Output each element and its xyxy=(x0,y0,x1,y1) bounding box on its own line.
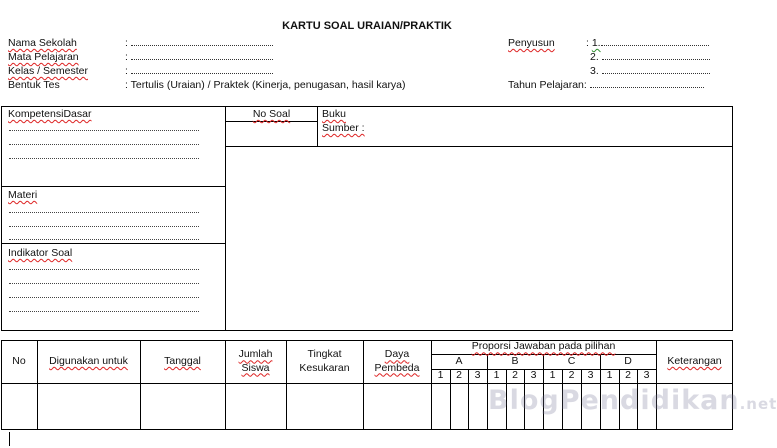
label-kelas-semester: Kelas / Semester xyxy=(8,65,88,77)
field-penyusun-2[interactable]: 2. xyxy=(590,51,710,63)
th-sub-1: 1 xyxy=(493,369,500,382)
th-sub-2: 2 xyxy=(512,369,518,382)
card-divider-vertical xyxy=(225,106,226,331)
label-kompetensi-dasar: KompetensiDasar xyxy=(8,108,92,120)
th-sub-2: 2 xyxy=(456,369,462,382)
th-tanggal: Tanggal xyxy=(164,354,201,367)
soal-area-divider xyxy=(225,146,733,147)
text-cursor xyxy=(9,432,10,446)
th-tingkat-kesukaran: Tingkat Kesukaran xyxy=(299,348,350,374)
materi-line-1[interactable] xyxy=(9,212,199,213)
th-keterangan: Keterangan xyxy=(667,354,722,367)
th-proporsi: Proporsi Jawaban pada pilihan xyxy=(471,340,616,353)
field-bentuk-tes: : Tertulis (Uraian) / Praktek (Kinerja, penugasan, hasil karya) xyxy=(125,79,406,91)
indikator-line-3[interactable] xyxy=(9,297,199,298)
kd-line-2[interactable] xyxy=(9,144,199,145)
buku-divider xyxy=(317,106,318,146)
card-divider-materi xyxy=(1,186,226,187)
th-sub-3: 3 xyxy=(587,369,594,382)
label-indikator-soal: Indikator Soal xyxy=(8,247,73,259)
table-header-divider xyxy=(1,383,733,384)
field-penyusun-3[interactable]: 3. xyxy=(590,65,710,77)
field-kelas-semester[interactable]: : xyxy=(125,65,273,77)
th-daya-pembeda: Daya Pembeda xyxy=(374,348,420,374)
th-option-a: A xyxy=(455,354,463,367)
label-mata-pelajaran: Mata Pelajaran xyxy=(8,51,79,63)
label-penyusun: Penyusun xyxy=(508,37,555,49)
th-sub-3: 3 xyxy=(474,369,481,382)
indikator-line-2[interactable] xyxy=(9,283,199,284)
kd-line-1[interactable] xyxy=(9,130,199,131)
th-sub-1: 1 xyxy=(606,369,613,382)
materi-line-2[interactable] xyxy=(9,226,199,227)
th-sub-2: 2 xyxy=(625,369,631,382)
label-nama-sekolah: Nama Sekolah xyxy=(8,37,77,49)
materi-line-3[interactable] xyxy=(9,239,199,240)
th-sub-1: 1 xyxy=(437,369,444,382)
page-title: KARTU SOAL URAIAN/PRAKTIK xyxy=(282,20,452,32)
th-sub-1: 1 xyxy=(549,369,556,382)
th-jumlah-siswa: Jumlah Siswa xyxy=(238,348,273,374)
label-buku: Buku xyxy=(322,108,346,120)
label-sumber: Sumber : xyxy=(322,122,365,134)
label-materi: Materi xyxy=(8,189,38,201)
no-soal-divider xyxy=(225,121,317,122)
kd-line-3[interactable] xyxy=(9,158,199,159)
indikator-line-1[interactable] xyxy=(9,269,199,270)
th-option-d: D xyxy=(624,354,632,367)
th-no: No xyxy=(12,354,26,367)
watermark: BlogPendidikan.net xyxy=(488,385,777,416)
field-penyusun-1[interactable]: : 1. xyxy=(586,37,709,49)
field-tahun-pelajaran[interactable]: Tahun Pelajaran: xyxy=(508,79,704,91)
th-sub-3: 3 xyxy=(643,369,650,382)
th-option-b: B xyxy=(511,354,519,367)
field-nama-sekolah[interactable]: : xyxy=(125,37,273,49)
th-sub-2: 2 xyxy=(568,369,575,382)
indikator-line-4[interactable] xyxy=(9,311,199,312)
th-option-c: C xyxy=(567,354,576,367)
field-mata-pelajaran[interactable]: : xyxy=(125,51,273,63)
card-divider-indikator xyxy=(1,243,226,244)
label-no-soal: No Soal xyxy=(252,108,291,120)
label-bentuk-tes: Bentuk Tes xyxy=(8,79,60,91)
th-sub-3: 3 xyxy=(530,369,537,382)
th-digunakan: Digunakan untuk xyxy=(49,354,128,367)
